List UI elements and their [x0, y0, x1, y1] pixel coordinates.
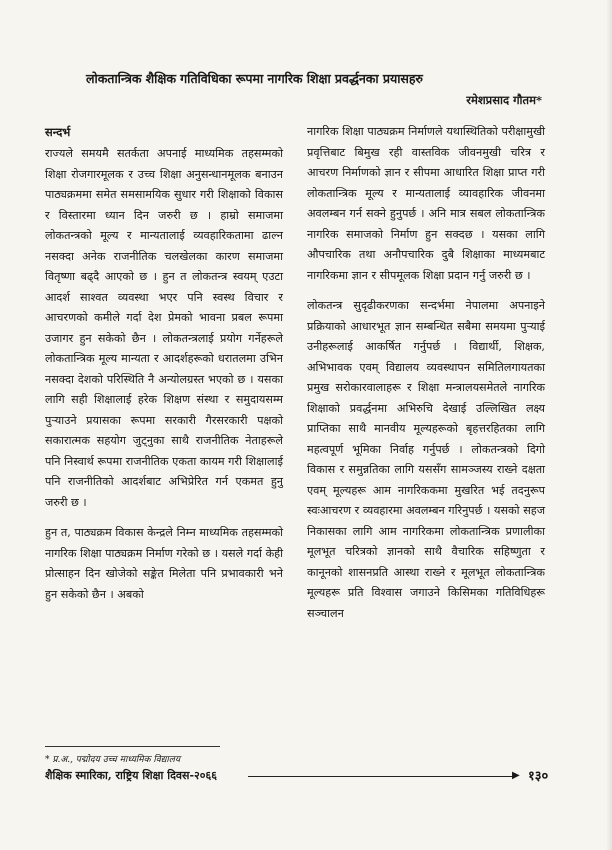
paragraph: लोकतन्त्र सुदृढीकरणका सन्दर्भमा नेपालमा अपनाइने प्रक्रियाको आधारभूत ज्ञान सम्बन्धित सबैमा समयमा पुऱ्याई उनीहरूलाई आकर्षित गर्नुपर्छ । विद्यार्थी, शिक्षक, अभिभावक एवम् विद्यालय व्यवस्थापन समितिलगायतका प्रमुख सरोकारवालाहरू र शिक्षा मन्त्रालयसमेतले नागरिक शिक्षाको प्रवर्द्धनमा अभिरुचि देखाई उल्लिखित लक्ष्य प्राप्तिका साथै मानवीय मूल्यहरूको बृहत्तरहितका लागि महत्वपूर्ण भूमिका निर्वाह गर्नुपर्छ । लोकतन्त्रको दिगो विकास र समुन्नतिका लागि यससँग सामञ्जस्य राख्ने दक्षता एवम् मूल्यहरू आम नागरिककमा मुखरित भई तदनुरूप स्वःआचरण र व्यवहारमा अवलम्बन गरिनुपर्छ । यसको सहज निकासका लागि आम नागरिकमा लोकतान्त्रिक प्रणालीका मूलभूत चरित्रको ज्ञानको साथै वैचारिक सहिष्णुता र कानूनको शासनप्रति आस्था राख्ने र मूलभूत लोकतान्त्रिक मूल्यहरू प्रति विश्वास जगाउने किसिमका गतिविधिहरू सञ्चालन: [307, 299, 545, 620]
footer-publication: शैक्षिक स्मारिका, राष्ट्रिय शिक्षा दिवस-२०६६: [45, 769, 217, 782]
footnote: * प्र.अ., पद्मोदय उच्च माध्यमिक विद्यालय: [45, 755, 181, 765]
paragraph: हुन त, पाठ्यक्रम विकास केन्द्रले निम्न माध्यमिक तहसम्मको नागरिक शिक्षा पाठ्यक्रम निर्माण गरेको छ । यसले गर्दा केही प्रोत्साहन दिन खोजेको सङ्केत मिलेता पनि प्रभावकारी भने हुन सकेको छैन । अबको: [45, 526, 283, 601]
paragraph: राज्यले समयमै सतर्कता अपनाई माध्यमिक तहसम्मको शिक्षा रोजगारमूलक र उच्च शिक्षा अनुसन्धानमूलक बनाउन पाठ्यक्रममा समेत समसामयिक सुधार गरी शिक्षाको विकास र विस्तारमा ध्यान दिन जरुरी छ । हाम्रो समाजमा लोकतन्त्रको मूल्य र मान्यतालाई व्यवहारिकतामा ढाल्न नसक्दा अनेक राजनीतिक चलखेलका कारण समाजमा वितृष्णा बढ्दै आएको छ । हुन त लोकतन्त्र स्वयम् एउटा आदर्श साश्वत व्यवस्था भएर पनि स्वस्थ विचार र आचरणको कमीले गर्दा देश प्रेमको भावना प्रबल रूपमा उजागर हुन सकेको छैन । लोकतन्त्रलाई प्रयोग गर्नेहरूले लोकतान्त्रिक मूल्य मान्यता र आदर्शहरूको धरातलमा उभिन नसक्दा देशको परिस्थिति नै अन्योलग्रस्त भएको छ । यसका लागि सही शिक्षालाई हरेक शिक्षण संस्था र समुदायसम्म पुऱ्याउने प्रयासका रूपमा सरकारी गैरसरकारी पक्षको सकारात्मक सहयोग जुट्नुका साथै राजनीतिक नेताहरूले पनि निस्वार्थ रूपमा राजनीतिक एकता कायम गरी शिक्षालाई पनि राजनीतिको आदर्शबाट अभिप्रेरित गर्न एकमत हुनु जरुरी छ ।: [45, 147, 283, 509]
article-author: रमेशप्रसाद गौतम*: [466, 93, 542, 107]
right-column: [307, 122, 545, 634]
page-number: १३०: [528, 769, 549, 784]
arrow-right-icon: ▶: [512, 770, 520, 781]
paragraph: नागरिक शिक्षा पाठ्यक्रम निर्माणले यथास्थितिको परीक्षामुखी प्रवृत्तिबाट बिमुख रही वास्तविक जीवनमुखी चरित्र र आचरण निर्माणको ज्ञान र सीपमा आधारित शिक्षा प्राप्त गरी लोकतान्त्रिक मूल्य र मान्यतालाई व्यावहारिक जीवनमा अवलम्बन गर्न सक्ने हुनुपर्छ । अनि मात्र सबल लोकतान्त्रिक नागरिक समाजको निर्माण हुन सक्दछ । यसका लागि औपचारिक तथा अनौपचारिक दुबै शिक्षाका माध्यमबाट नागरिकमा ज्ञान र सीपमूलक शिक्षा प्रदान गर्नु जरुरी छ ।: [307, 125, 545, 282]
section-heading: सन्दर्भ: [45, 125, 71, 139]
page-edge-shadow: [606, 0, 612, 850]
footnote-divider: [45, 746, 220, 747]
article-title: लोकतान्त्रिक शैक्षिक गतिविधिका रूपमा नागरिक शिक्षा प्रवर्द्धनका प्रयासहरु: [86, 71, 423, 86]
footer-rule: [248, 776, 516, 777]
left-column: [45, 122, 283, 615]
